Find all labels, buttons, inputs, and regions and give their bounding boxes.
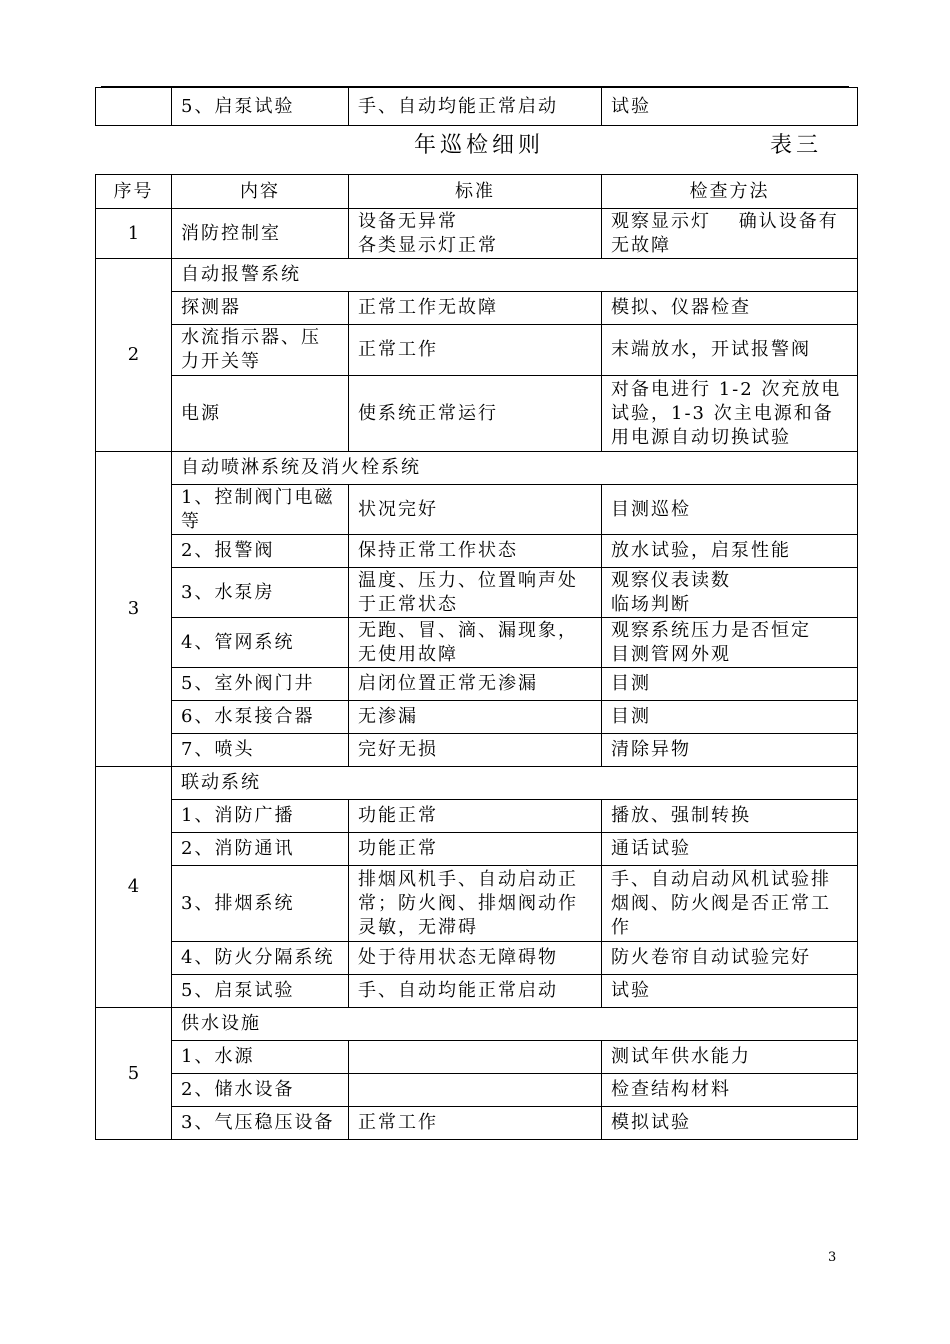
standard-cell: 设备无异常 各类显示灯正常 xyxy=(349,209,602,259)
method-cell: 模拟试验 xyxy=(602,1107,858,1140)
method-cell: 试验 xyxy=(602,88,858,126)
table-row xyxy=(96,292,858,325)
section-title-row xyxy=(96,259,858,292)
table-row xyxy=(96,833,858,866)
standard-cell xyxy=(349,1074,602,1107)
table-row xyxy=(96,734,858,767)
table-row xyxy=(96,209,858,259)
section-title: 自动喷淋系统及消火栓系统 xyxy=(172,452,858,485)
table-row xyxy=(96,866,858,942)
continued-table xyxy=(95,87,858,126)
table-row xyxy=(96,618,858,668)
method-cell: 测试年供水能力 xyxy=(602,1041,858,1074)
header-row xyxy=(96,175,858,209)
content-cell: 1、消防广播 xyxy=(172,800,349,833)
number-cell xyxy=(96,88,172,126)
standard-cell: 排烟风机手、自动启动正常；防火阀、排烟阀动作灵敏，无滞碍 xyxy=(349,866,602,942)
method-cell: 模拟、仪器检查 xyxy=(602,292,858,325)
content-cell: 探测器 xyxy=(172,292,349,325)
standard-cell: 处于待用状态无障碍物 xyxy=(349,942,602,975)
content-cell: 1、水源 xyxy=(172,1041,349,1074)
method-cell: 通话试验 xyxy=(602,833,858,866)
standard-cell xyxy=(349,1041,602,1074)
table-row xyxy=(96,535,858,568)
table-number-label: 表三 xyxy=(770,133,823,158)
section-title-row xyxy=(96,767,858,800)
table-row xyxy=(96,88,858,126)
header-no: 序号 xyxy=(96,175,172,209)
number-cell: 3 xyxy=(96,452,172,767)
table-row xyxy=(96,942,858,975)
standard-cell: 手、自动均能正常启动 xyxy=(349,975,602,1008)
standard-cell: 功能正常 xyxy=(349,833,602,866)
number-cell: 5 xyxy=(96,1008,172,1140)
method-cell: 对备电进行 1-2 次充放电试验，1-3 次主电源和备用电源自动切换试验 xyxy=(602,376,858,452)
number-cell: 2 xyxy=(96,259,172,452)
standard-cell: 正常工作 xyxy=(349,325,602,376)
method-cell: 清除异物 xyxy=(602,734,858,767)
content-cell: 6、水泵接合器 xyxy=(172,701,349,734)
content-cell: 1、控制阀门电磁等 xyxy=(172,485,349,535)
table-row xyxy=(96,701,858,734)
method-cell: 目测 xyxy=(602,668,858,701)
content-cell: 3、排烟系统 xyxy=(172,866,349,942)
table-row xyxy=(96,668,858,701)
standard-cell: 手、自动均能正常启动 xyxy=(349,88,602,126)
content-cell: 4、管网系统 xyxy=(172,618,349,668)
method-cell: 播放、强制转换 xyxy=(602,800,858,833)
standard-cell: 启闭位置正常无渗漏 xyxy=(349,668,602,701)
method-cell: 观察系统压力是否恒定 目测管网外观 xyxy=(602,618,858,668)
section-title: 自动报警系统 xyxy=(172,259,858,292)
standard-cell: 完好无损 xyxy=(349,734,602,767)
content-cell: 电源 xyxy=(172,376,349,452)
table-row xyxy=(96,800,858,833)
table-row xyxy=(96,376,858,452)
content-cell: 水流指示器、压力开关等 xyxy=(172,325,349,376)
number-cell: 4 xyxy=(96,767,172,1008)
page-number: 3 xyxy=(828,1250,837,1265)
standard-cell: 状况完好 xyxy=(349,485,602,535)
content-cell: 消防控制室 xyxy=(172,209,349,259)
table-row xyxy=(96,568,858,618)
method-cell: 放水试验，启泵性能 xyxy=(602,535,858,568)
table-row xyxy=(96,1107,858,1140)
section-title-row xyxy=(96,1008,858,1041)
method-cell: 观察仪表读数 临场判断 xyxy=(602,568,858,618)
number-cell: 1 xyxy=(96,209,172,259)
standard-cell: 无跑、冒、滴、漏现象，无使用故障 xyxy=(349,618,602,668)
standard-cell: 功能正常 xyxy=(349,800,602,833)
section-title: 联动系统 xyxy=(172,767,858,800)
table-row xyxy=(96,975,858,1008)
method-cell: 目测巡检 xyxy=(602,485,858,535)
table-row xyxy=(96,485,858,535)
content-cell: 3、气压稳压设备 xyxy=(172,1107,349,1140)
table-row xyxy=(96,1041,858,1074)
standard-cell: 无渗漏 xyxy=(349,701,602,734)
method-cell: 目测 xyxy=(602,701,858,734)
method-cell: 手、自动启动风机试验排烟阀、防火阀是否正常工作 xyxy=(602,866,858,942)
content-cell: 5、室外阀门井 xyxy=(172,668,349,701)
page-title: 年巡检细则 xyxy=(414,133,545,158)
method-cell: 观察显示灯 确认设备有无故障 xyxy=(602,209,858,259)
standard-cell: 正常工作无故障 xyxy=(349,292,602,325)
method-cell: 防火卷帘自动试验完好 xyxy=(602,942,858,975)
content-cell: 2、消防通讯 xyxy=(172,833,349,866)
standard-cell: 正常工作 xyxy=(349,1107,602,1140)
method-cell: 末端放水，开试报警阀 xyxy=(602,325,858,376)
content-cell: 5、启泵试验 xyxy=(172,975,349,1008)
content-cell: 2、报警阀 xyxy=(172,535,349,568)
standard-cell: 使系统正常运行 xyxy=(349,376,602,452)
content-cell: 4、防火分隔系统 xyxy=(172,942,349,975)
standard-cell: 温度、压力、位置响声处于正常状态 xyxy=(349,568,602,618)
table-row xyxy=(96,1074,858,1107)
section-title-row xyxy=(96,452,858,485)
content-cell: 7、喷头 xyxy=(172,734,349,767)
header-content: 内容 xyxy=(172,175,349,209)
standard-cell: 保持正常工作状态 xyxy=(349,535,602,568)
content-cell: 5、启泵试验 xyxy=(172,88,349,126)
content-cell: 2、储水设备 xyxy=(172,1074,349,1107)
method-cell: 试验 xyxy=(602,975,858,1008)
header-method: 检查方法 xyxy=(602,175,858,209)
content-cell: 3、水泵房 xyxy=(172,568,349,618)
header-standard: 标准 xyxy=(349,175,602,209)
table-row xyxy=(96,325,858,376)
inspection-table xyxy=(95,174,858,1140)
section-title: 供水设施 xyxy=(172,1008,858,1041)
method-cell: 检查结构材料 xyxy=(602,1074,858,1107)
